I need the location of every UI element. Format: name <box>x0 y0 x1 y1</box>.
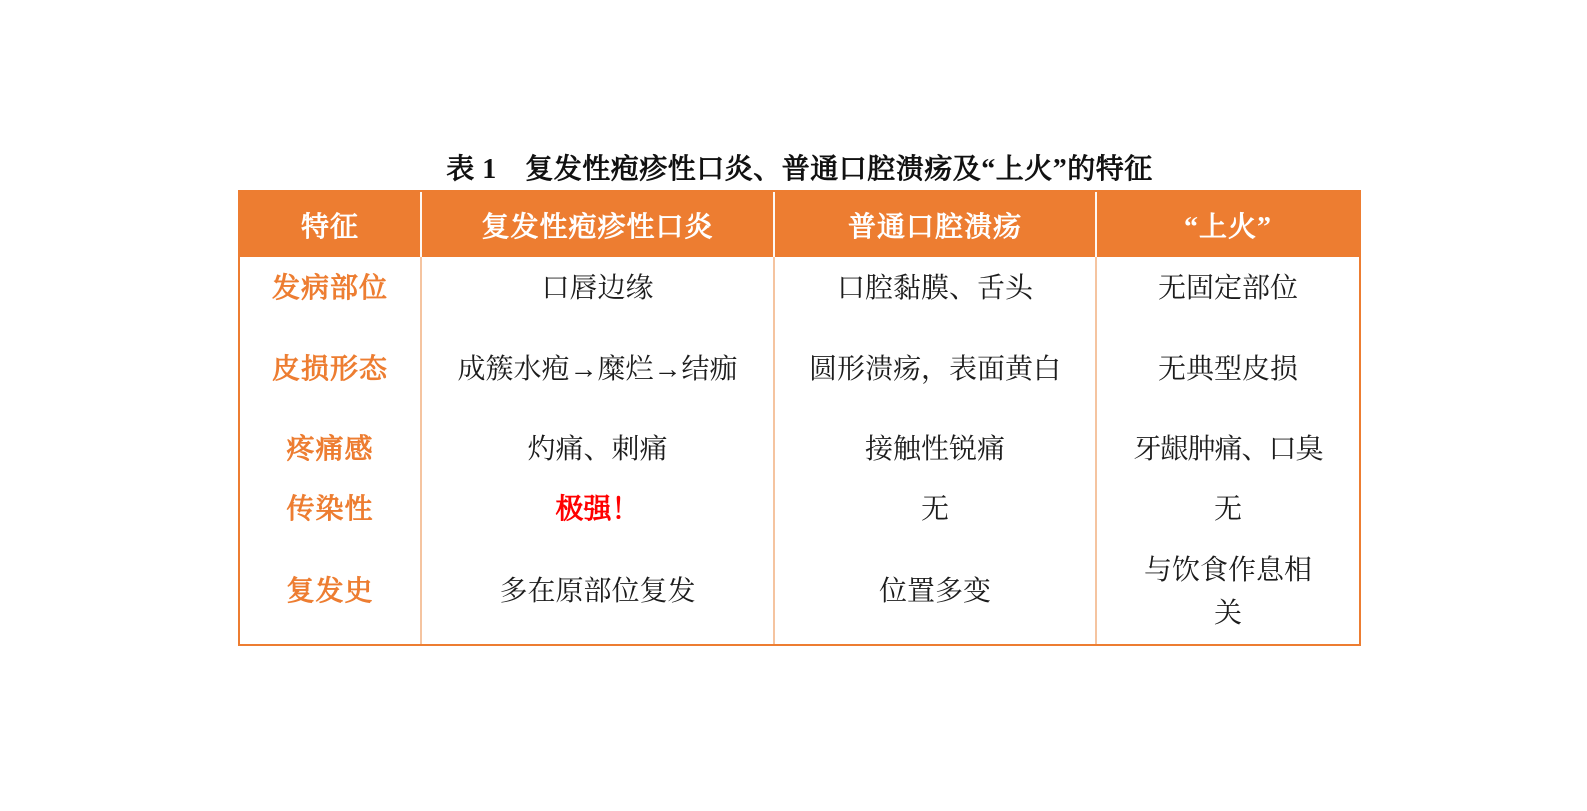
cell-text: 成簇水疱→糜烂→结痂 <box>457 354 738 386</box>
cell-pain-shanghuo: 牙龈肿痛、口臭 <box>1133 434 1323 466</box>
cell-text: 与饮食作息相关 <box>1143 554 1312 629</box>
row-label-onset-site: 发病部位 <box>240 257 422 320</box>
table-title: 表 1 复发性疱疹性口炎、普通口腔溃疡及“上火”的特征 <box>446 154 1153 185</box>
cell-recurrence-ulcer: 位置多变 <box>775 540 1097 644</box>
row-label-recurrence-history: 复发史 <box>240 540 422 644</box>
table-header-row <box>240 192 1359 257</box>
cell-lesion-shanghuo: 无典型皮损 <box>1157 354 1298 386</box>
cell-contagious-shanghuo: 无 <box>1213 494 1242 526</box>
row-label-lesion-morphology: 皮损形态 <box>240 320 422 420</box>
table-row-recurrence-history <box>240 540 1359 644</box>
row-label-contagiousness: 传染性 <box>240 480 422 540</box>
cell-onset-site-herpetic: 口唇边缘 <box>422 257 775 320</box>
cell-contagious-herpetic: 极强！ <box>422 480 775 540</box>
header-cell-herpetic-stomatitis: 复发性疱疹性口炎 <box>422 192 775 257</box>
cell-recurrence-herpetic: 多在原部位复发 <box>422 540 775 644</box>
cell-pain-ulcer: 接触性锐痛 <box>775 420 1097 480</box>
table-row-pain-sensation <box>240 420 1359 480</box>
cell-lesion-herpetic <box>422 320 775 420</box>
header-cell-common-oral-ulcer: 普通口腔溃疡 <box>775 192 1097 257</box>
table-row-contagiousness <box>240 480 1359 540</box>
cell-onset-site-ulcer: 口腔黏膜、舌头 <box>775 257 1097 320</box>
row-label-pain-sensation: 疼痛感 <box>240 420 422 480</box>
table-row-lesion-morphology <box>240 320 1359 420</box>
table-row-onset-site <box>240 257 1359 320</box>
header-cell-shanghuo: “上火” <box>1183 211 1272 243</box>
header-cell-feature: 特征 <box>240 192 422 257</box>
cell-recurrence-shanghuo <box>1097 540 1359 644</box>
cell-pain-herpetic: 灼痛、刺痛 <box>422 420 775 480</box>
cell-contagious-ulcer: 无 <box>775 480 1097 540</box>
cell-lesion-ulcer: 圆形溃疡，表面黄白 <box>775 320 1097 420</box>
comparison-table <box>238 190 1361 646</box>
cell-onset-site-shanghuo: 无固定部位 <box>1157 272 1298 304</box>
